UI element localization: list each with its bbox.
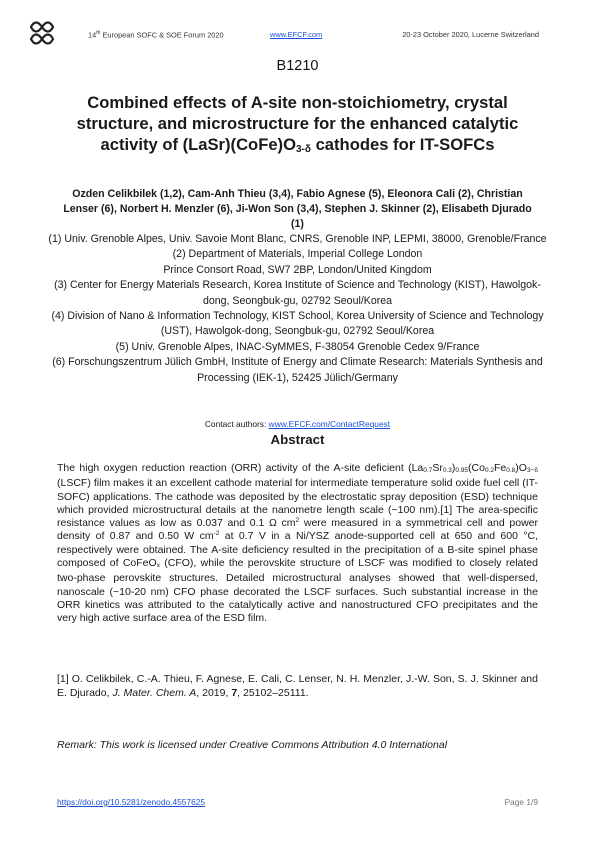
- license-remark: Remark: This work is licensed under Creative Commons Attribution 4.0 International: [57, 739, 448, 751]
- author-list: Ozden Celikbilek (1,2), Cam-Anh Thieu (3,4), Fabio Agnese (5), Eleonora Cali (2), Christian Lenser (6), Norbert H. Menzler (6), Ji-Won Son (3,4), Stephen J. Skinner (2), Elisabeth Djurado (1): [63, 188, 532, 230]
- affiliation-item: (2) Department of Materials, Imperial College London: [172, 248, 423, 261]
- event-date: 20-23 October 2020, Lucerne Switzerland: [402, 30, 539, 39]
- affiliation-item: (4) Division of Nano & Information Technology, KIST School, Korea University of Science and Technology (UST), Hawolgok-dong, Seongbuk-gu, 02792 Seoul/Korea: [51, 310, 544, 338]
- page-header: [28, 20, 539, 48]
- contact-authors: [0, 419, 595, 429]
- affiliation-item: (3) Center for Energy Materials Research, Korea Institute of Science and Technology (KIST), Hawolgok-dong, Seongbuk-gu, 02792 Seoul/Korea: [54, 279, 541, 307]
- doi-link[interactable]: https://doi.org/10.5281/zenodo.4557625: [57, 797, 206, 807]
- affiliations: [45, 232, 550, 386]
- efcf-logo-icon: [28, 20, 56, 46]
- affiliation-item: (6) Forschungszentrum Jülich GmbH, Institute of Energy and Climate Research: Materials Synthesis and Processing (IEK-1), 52425 Jülich/Germany: [52, 356, 543, 384]
- affiliation-item: (5) Univ. Grenoble Alpes, INAC-SyMMES, F-38054 Grenoble Cedex 9/France: [115, 340, 480, 353]
- paper-title: Combined effects of A-site non-stoichiometry, crystal structure, and microstructure for the enhanced catalytic activity of $(LaSr)(CoFe)O_{3-\delta}$ cathodes for IT-SOFCs: [76, 93, 519, 155]
- reference-entry: [1] O. Celikbilek, C.-A. Thieu, F. Agnese, E. Cali, C. Lenser, N. H. Menzler, J.-W. Son, S. J. Skinner and E. Djurado, J. Mater. Chem. A, 2019, 7, 25102–25111.: [57, 673, 538, 699]
- affiliation-item: Prince Consort Road, SW7 2BP, London/United Kingdom: [163, 263, 432, 276]
- efcf-website-link[interactable]: www.EFCF.com: [270, 30, 323, 39]
- abstract-code: B1210: [276, 58, 319, 74]
- event-name: 14th European SOFC & SOE Forum 2020: [88, 30, 224, 40]
- abstract-body: The high oxygen reduction reaction (ORR) activity of the A-site deficient $(La_{0.7}Sr_{0.3})_{0.95}(Co_{0.2}Fe_{0.8})O_{3-\delta}$ (LSCF) film makes it an excellent cathode material for intermediate temperature solid oxide fuel cell (IT-SOFC) applications. The cathode was deposited by the electrostatic spray deposition (ESD) technique which provided microstructural details at the nanometre length scale (~100 nm).[1] The area-specific resistance values as low as 0.037 and 0.1 Ω $cm^2$ were measured in a symmetrical cell and power density of 0.87 and 0.50 W $cm^{-2}$ at 0.7 V in a Ni/YSZ anode-supported cell at 650 and 600 °C, respectively were obtained. The A-site deficiency resulted in the precipitation of a B-site spinel phase composed of CoFeO$_x$ (CFO), while the perovskite structure of LSCF was modified to closely related two-phase perovskite structures. Detailed microstructural analyses showed that well-dispersed, nanoscale (~10-20 nm) CFO phase decorated the LSCF surfaces. Such substantial increase in the ORR kinetics was attributed to the catalytically active and nanostructured CFO precipitates and the very high active surface area of the ESD film.: [57, 462, 539, 625]
- abstract-heading: Abstract: [270, 432, 325, 447]
- contact-label: Contact authors:: [204, 419, 269, 429]
- page-number: Page 1/9: [504, 797, 538, 807]
- contact-request-link[interactable]: www.EFCF.com/ContactRequest: [268, 419, 391, 429]
- affiliation-item: (1) Univ. Grenoble Alpes, Univ. Savoie Mont Blanc, CNRS, Grenoble INP, LEPMI, 38000, Grenoble/France: [48, 233, 547, 245]
